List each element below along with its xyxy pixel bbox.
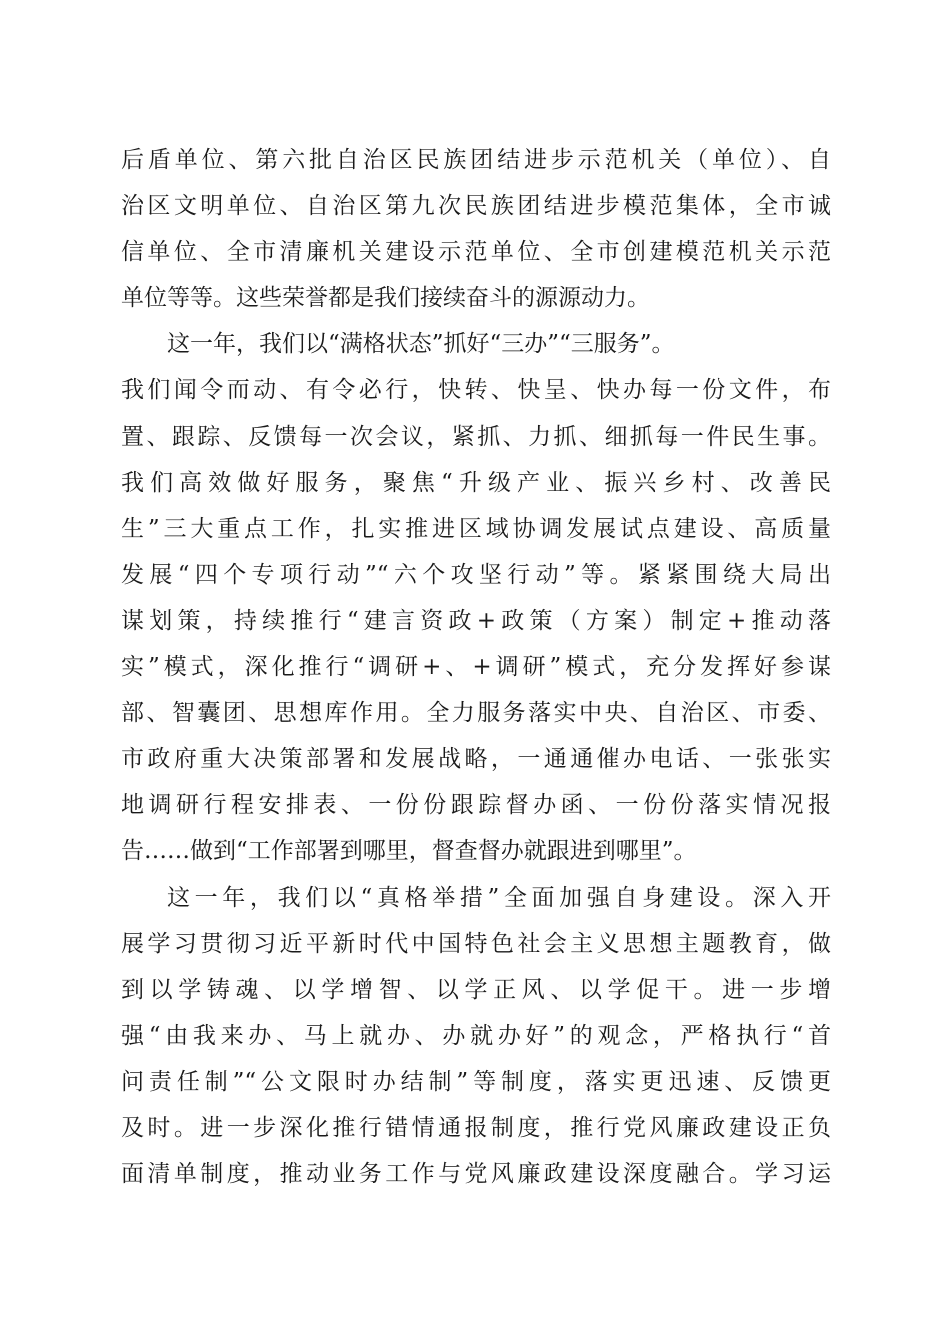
text-line: 市政府重大决策部署和发展战略，一通通催办电话、一张张实 [121, 746, 831, 773]
text-line: 部、智囊团、思想库作用。全力服务落实中央、自治区、市委、 [121, 700, 831, 727]
text-line: 强“由我来办、马上就办、办就办好”的观念，严格执行“首 [121, 1022, 831, 1049]
text-line: 信单位、全市清廉机关建设示范单位、全市创建模范机关示范 [121, 239, 831, 266]
text-line: 面清单制度，推动业务工作与党风廉政建设深度融合。学习运 [121, 1161, 831, 1188]
text-line: 展学习贯彻习近平新时代中国特色社会主义思想主题教育，做 [121, 930, 831, 957]
text-line: 发展“四个专项行动”“六个攻坚行动”等。紧紧围绕大局出 [121, 561, 831, 588]
text-line: 谋划策，持续推行“建言资政+政策（方案）制定+推动落 [121, 607, 831, 634]
text-line: 实”模式，深化推行“调研+、+调研”模式，充分发挥好参谋 [121, 654, 831, 681]
text-line: 单位等等。这些荣誉都是我们接续奋斗的源源动力。 [121, 285, 650, 312]
paragraph-start-line: 这一年，我们以“真格举措”全面加强自身建设。深入开 [167, 884, 831, 911]
text-line: 生”三大重点工作，扎实推进区域协调发展试点建设、高质量 [121, 515, 831, 542]
text-line: 地调研行程安排表、一份份跟踪督办函、一份份落实情况报 [121, 792, 831, 819]
text-line: 问责任制”“公文限时办结制”等制度，落实更迅速、反馈更 [121, 1068, 831, 1095]
text-line: 后盾单位、第六批自治区民族团结进步示范机关（单位）、自 [121, 147, 831, 173]
text-line: 置、跟踪、反馈每一次会议，紧抓、力抓、细抓每一件民生事。 [121, 423, 831, 450]
text-line: 治区文明单位、自治区第九次民族团结进步模范集体，全市诚 [121, 193, 831, 220]
text-line: 我们高效做好服务，聚焦“升级产业、振兴乡村、改善民 [121, 469, 831, 496]
paragraph-start-line: 这一年，我们以“满格状态”抓好“三办”“三服务”。 [167, 331, 675, 358]
text-line: 及时。进一步深化推行错情通报制度，推行党风廉政建设正负 [121, 1114, 831, 1141]
text-line: 我们闻令而动、有令必行，快转、快呈、快办每一份文件，布 [121, 377, 831, 404]
text-line: 到以学铸魂、以学增智、以学正风、以学促干。进一步增 [121, 976, 831, 1003]
document-body [121, 137, 831, 1197]
text-line: 告……做到“工作部署到哪里，督查督办就跟进到哪里”。 [121, 838, 697, 865]
